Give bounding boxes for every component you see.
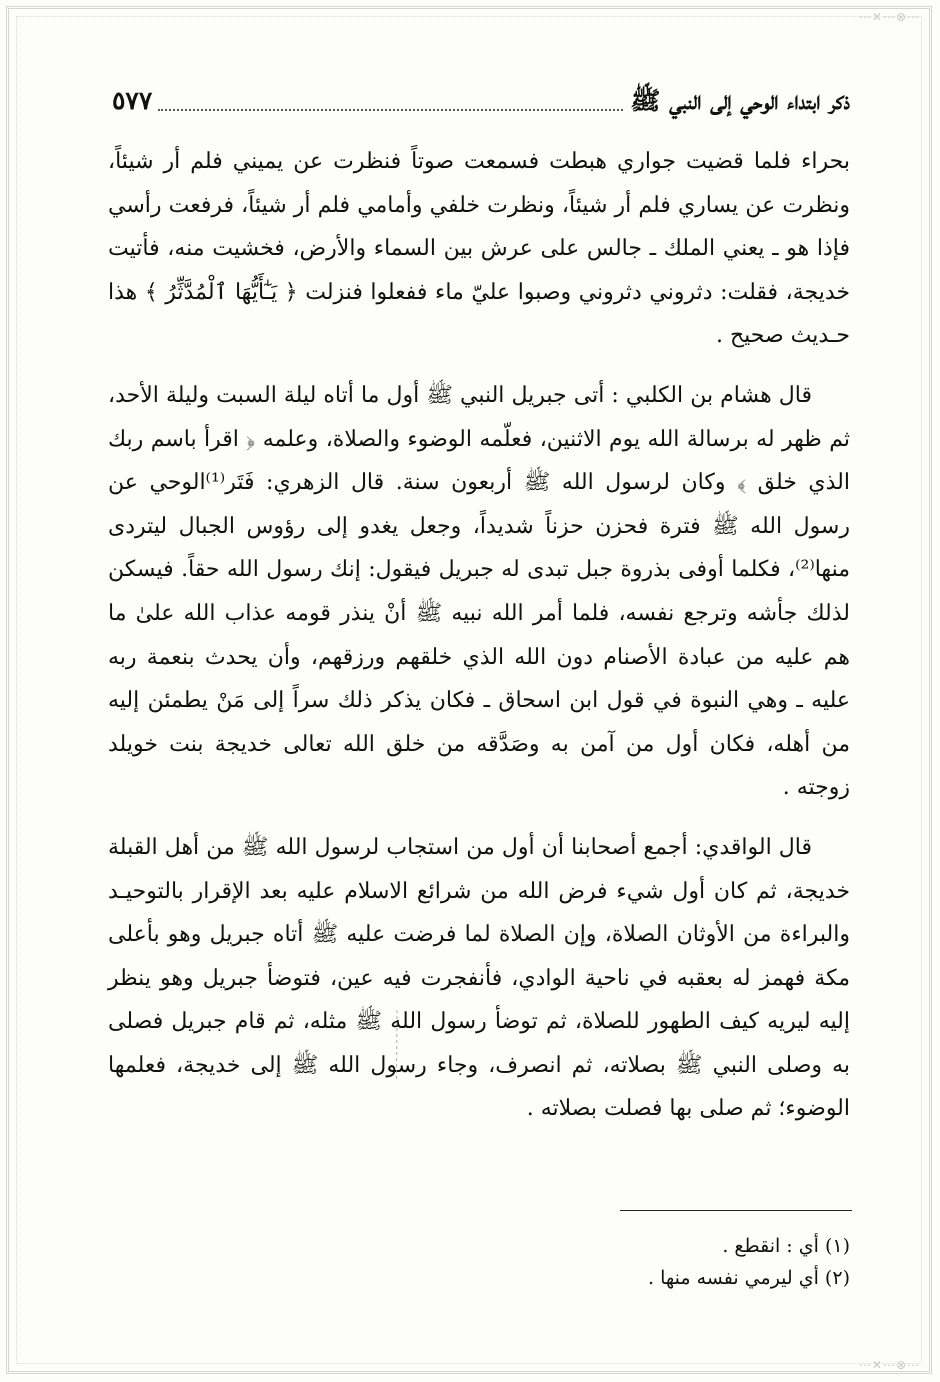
main-text xyxy=(108,140,850,1131)
page-number: ٥٧٧ xyxy=(112,84,158,118)
footnote-1: (١) أي : انقطع . xyxy=(722,1235,850,1257)
paragraph-al-waqidi: قال الواقدي: أجمع أصحابنا أن أول من استجاب لرسول الله ﷺ من أهل القبلة خديجة، ثم كان أول شيء فرض الله من شرائع الاسلام عليه بعد الإقرار بالتوحيـد والبراءة من الأوثان الصلاة، وإن الصلاة لما فرضت عليه ﷺ أتاه جبريل وهو بأعلى مكة فهمز له بعقبه في ناحية الوادي، فأنفجرت فيه عين، فتوضأ جبريل وهو ينظر إليه ليريه كيف الطهور للصلاة، ثم توضأ رسول الله ﷺ مثله، ثم قام جبريل فصلى به وصلى النبي ﷺ بصلاته، ثم انصرف، وجاء رسول الله ﷺ إلى خديجة، فعلمها الوضوء؛ ثم صلى بها فصلت بصلاته . xyxy=(108,834,850,1122)
paragraph-continuation: بحراء فلما قضيت جواري هبطت فسمعت صوتاً فنظرت عن يميني فلم أر شيئاً، ونظرت عن يساري فلم أر شيئاً، ونظرت خلفي وأمامي فلم أر شيئاً، فرفعت رأسي فإذا هو ـ يعني الملك ـ جالس على عرش بين السماء والأرض، فخشيت منه، فأتيت خديجة، فقلت: دثروني دثروني وصبوا عليّ ماء ففعلوا فنزلت ﴿ يَـٰٓأَيُّهَا ٱلْمُدَّثِّرُ ﴾ هذا حـديث صحيح . xyxy=(108,149,850,349)
footnote-2: (٢) أي ليرمي نفسه منها . xyxy=(648,1267,850,1289)
running-header xyxy=(112,84,850,120)
bottom-ornament: ⋯✕⋯⊗⋯ xyxy=(858,1358,920,1372)
chapter-title: ذكر ابتداء الوحي إلى النبي ﷺ xyxy=(624,84,850,118)
stray-pen-mark xyxy=(396,1010,398,1080)
paragraph-hisham-al-kalbi: قال هشام بن الكلبي : أتى جبريل النبي ﷺ أول ما أتاه ليلة السبت وليلة الأحد، ثم ظهر له برسالة الله يوم الاثنين، فعلّمه الوضوء والصلاة، وعلمه ﴿ اقرأ باسم ربك الذي خلق ﴾ وكان لرسول الله ﷺ أربعون سنة. قال الزهري: فَتَر⁽¹⁾الوحي عن رسول الله ﷺ فترة فحزن حزناً شديداً، وجعل يغدو إلى رؤوس الجبال ليتردى منها⁽²⁾، فكلما أوفى بذروة جبل تبدى له جبريل فيقول: إنك رسول الله حقاً. فيسكن لذلك جأشه وترجع نفسه، فلما أمر الله نبيه ﷺ أنْ ينذر قومه عذاب الله علىٰ ما هم عليه من عبادة الأصنام دون الله الذي خلقهم ورزقهم، وأن يحدث بنعمة ربه عليه ـ وهي النبوة في قول ابن اسحاق ـ فكان يذكر ذلك سراً إلى مَنْ يطمئن إليه من أهله، فكان أول من آمن به وصَدَّقه من خلق الله تعالى خديجة بنت خويلد زوجته . xyxy=(108,382,851,801)
top-ornament: ⋯✕⋯⊗⋯ xyxy=(858,10,920,24)
footnotes xyxy=(420,1230,850,1294)
footnote-separator xyxy=(620,1210,852,1211)
